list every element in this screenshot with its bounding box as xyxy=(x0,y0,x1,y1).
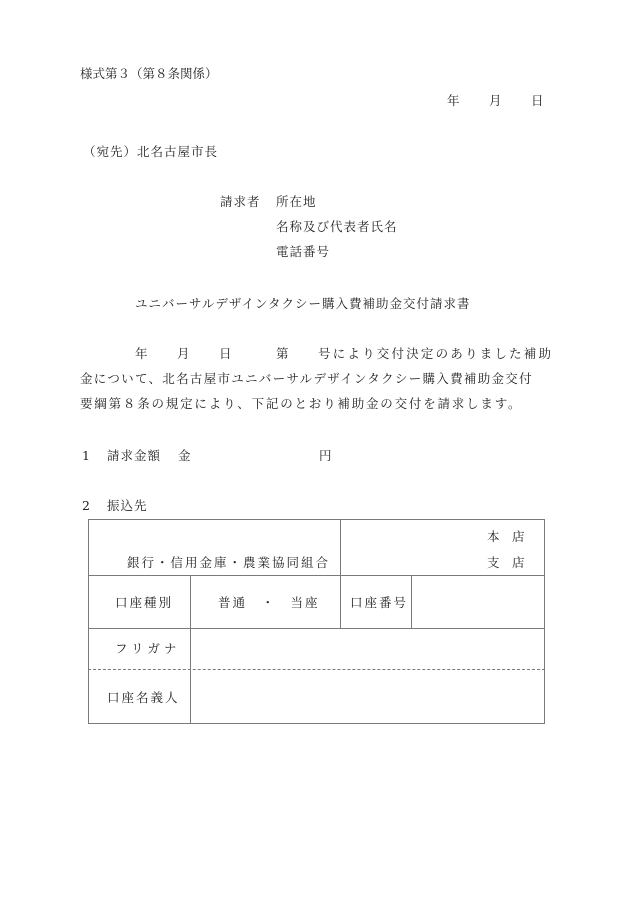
item1-number: 1 xyxy=(82,448,90,463)
requester-phone-label: 電話番号 xyxy=(276,244,331,259)
column-divider xyxy=(190,575,191,724)
document-title: ユニバーサルデザインタクシー購入費補助金交付請求書 xyxy=(135,296,471,311)
account-number-label: 口座番号 xyxy=(350,595,409,610)
row-divider xyxy=(88,628,545,629)
dashed-row-divider xyxy=(88,669,545,670)
head-office-label: 本 店 xyxy=(487,529,525,544)
item2-label: 振込先 xyxy=(107,498,148,513)
institution-label: 銀行・信用金庫・農業協同組合 xyxy=(127,555,331,570)
body-line2: 金について、北名古屋市ユニバーサルデザインタクシー購入費補助金交付 xyxy=(80,371,533,386)
requester-label: 請求者 xyxy=(220,194,261,209)
column-divider xyxy=(340,519,341,628)
body-day-label: 日 xyxy=(219,346,232,361)
requester-address-label: 所在地 xyxy=(276,194,317,209)
furigana-label: フリガナ xyxy=(115,641,181,656)
form-id: 様式第３（第８条関係） xyxy=(80,66,218,81)
body-number-prefix: 第 xyxy=(276,346,289,361)
account-type-label: 口座種別 xyxy=(115,595,174,610)
body-line3: 要綱第８条の規定により、下記のとおり補助金の交付を請求します。 xyxy=(80,396,523,411)
date-month-label: 月 xyxy=(489,93,502,108)
date-year-label: 年 xyxy=(447,93,460,108)
body-year-label: 年 xyxy=(135,346,148,361)
item1-label: 請求金額 xyxy=(107,448,162,463)
addressee: （宛先）北名古屋市長 xyxy=(83,144,219,159)
body-line1-rest: 号により交付決定のありました補助 xyxy=(318,346,554,361)
account-type-options[interactable]: 普通 ・ 当座 xyxy=(218,595,320,610)
body-month-label: 月 xyxy=(177,346,190,361)
item2-number: 2 xyxy=(82,498,90,513)
date-day-label: 日 xyxy=(531,93,544,108)
column-divider xyxy=(411,575,412,628)
account-holder-label: 口座名義人 xyxy=(107,690,180,705)
item1-unit: 円 xyxy=(319,448,332,463)
row-divider xyxy=(88,575,545,576)
branch-label: 支 店 xyxy=(487,555,525,570)
item1-prefix: 金 xyxy=(178,448,191,463)
requester-name-label: 名称及び代表者氏名 xyxy=(276,219,398,234)
